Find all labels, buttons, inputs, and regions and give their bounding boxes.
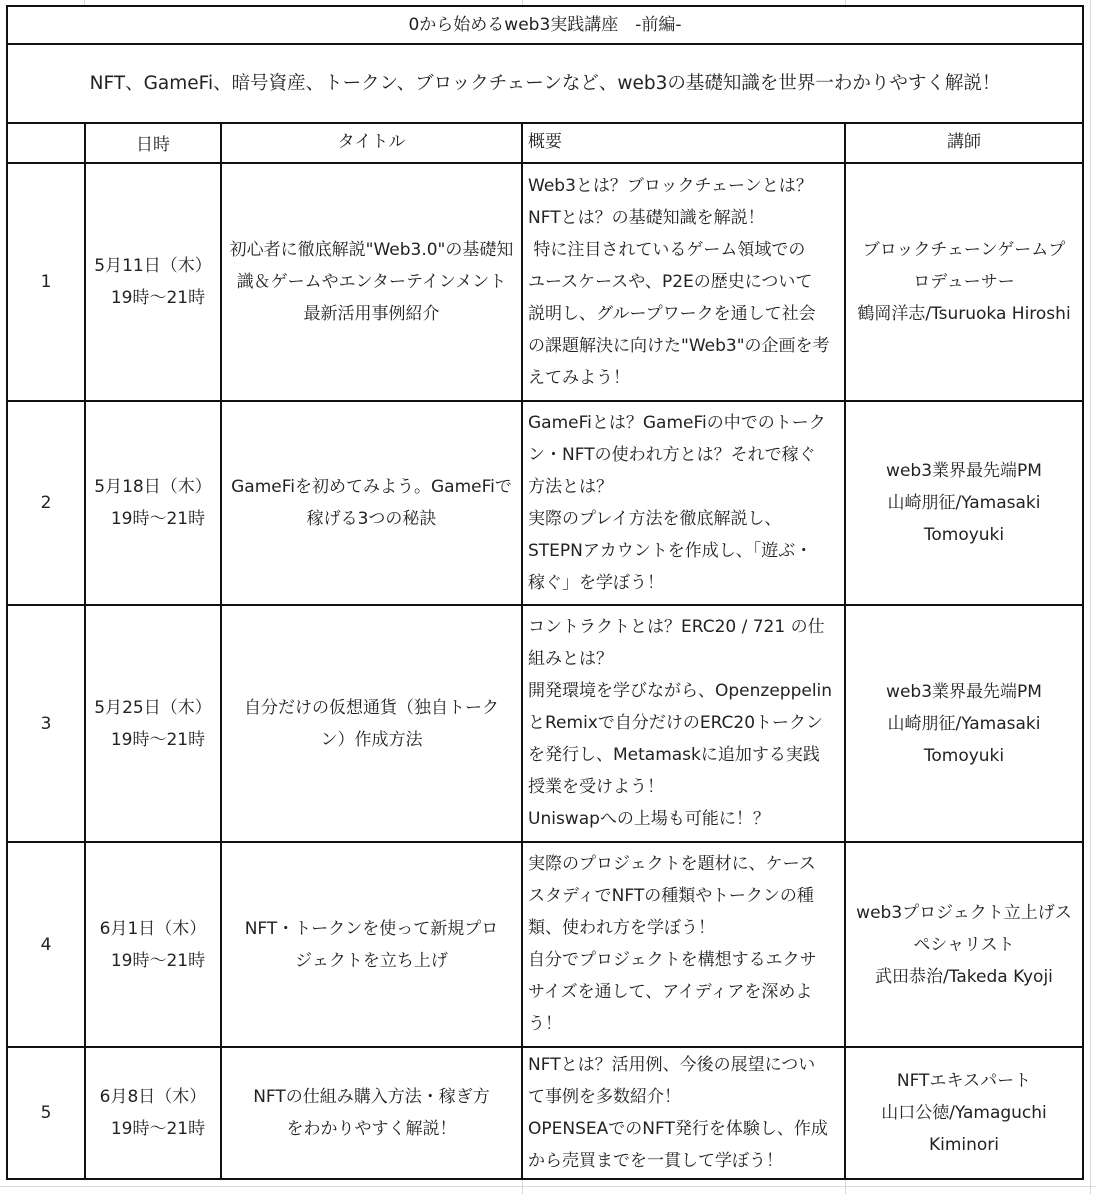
session-title: 自分だけの仮想通貨（独自トーク ン）作成方法 (244, 697, 499, 750)
session-title: NFTの仕組み購入方法・稼ぎ方 をわかりやすく解説！ (253, 1087, 490, 1139)
session-date: 6月8日（木） (99, 1087, 207, 1107)
session-title: GameFiを初めてみよう。GameFiで 稼げる3つの秘訣 (231, 477, 512, 529)
grid-line (0, 1186, 1096, 1187)
course-schedule-table (6, 5, 1084, 1180)
row-number: 1 (40, 272, 52, 292)
session-time: 19時〜21時 (110, 288, 206, 308)
column-header-datetime: 日時 (136, 135, 170, 155)
session-title: NFT・トークンを使って新規プロ ジェクトを立ち上げ (244, 918, 499, 971)
row-number: 5 (40, 1103, 52, 1123)
column-header-title: タイトル (337, 132, 406, 152)
session-summary: コントラクトとは？ERC20 / 721 の仕 組みとは？ 開発環境を学びながら、Openzeppelin とRemixで自分だけのERC20トークン を発行し、Metamaskに追加する実践 授業を受けよう！ Uniswapへの上場も可能に！？ (528, 617, 833, 829)
session-time: 19時〜21時 (110, 509, 206, 529)
session-date: 5月25日（木） (94, 697, 212, 718)
grid-line (1090, 0, 1091, 1194)
grid-line (845, 1180, 846, 1194)
session-lecturer: web3業界最先端PM 山崎朋征/Yamasaki Tomoyuki (886, 681, 1042, 766)
session-summary: Web3とは？ブロックチェーンとは？ NFTとは？の基礎知識を解説！ 特に注目されているゲーム領域での ユースケースや、P2Eの歴史について 説明し、グループワークを通して社会 の課題解決に向けた"Web3"の企画を考 えてみよう！ (528, 176, 830, 388)
session-summary: GameFiとは？GameFiの中でのトーク ン・NFTの使われ方とは？それで稼ぐ 方法とは？ 実際のプレイ方法を徹底解説し、 STEPNアカウントを作成し、「遊ぶ・ 稼ぐ」を学ぼう！ (528, 413, 826, 593)
page-title: 0から始めるweb3実践講座 -前編- (408, 15, 682, 35)
session-date: 6月1日（木） (99, 918, 207, 939)
session-datetime (86, 164, 220, 400)
session-lecturer: web3プロジェクト立上げス ペシャリスト 武田恭治/Takeda Kyoji (856, 902, 1072, 987)
session-time: 19時〜21時 (110, 1119, 206, 1139)
column-header-lecturer: 講師 (947, 132, 981, 152)
session-time: 19時〜21時 (110, 950, 206, 971)
session-datetime (86, 1048, 220, 1178)
session-summary: 実際のプロジェクトを題材に、ケース スタディでNFTの種類やトークンの種 類、使われ方を学ぼう！ 自分でプロジェクトを構想するエクサ サイズを通して、アイディアを深めよ う！ (528, 854, 817, 1034)
session-lecturer: web3業界最先端PM 山崎朋征/Yamasaki Tomoyuki (886, 461, 1042, 545)
row-number: 2 (40, 493, 52, 513)
session-lecturer: NFTエキスパート 山口公徳/Yamaguchi Kiminori (881, 1071, 1047, 1155)
grid-line (522, 1180, 523, 1194)
row-number: 3 (40, 713, 52, 734)
session-datetime (86, 402, 220, 604)
session-lecturer: ブロックチェーンゲームプ ロデューサー 鶴岡洋志/Tsuruoka Hiroshi (857, 240, 1071, 324)
session-datetime (86, 606, 220, 841)
session-title: 初心者に徹底解説"Web3.0"の基礎知 識＆ゲームやエンターテインメント 最新活用事例紹介 (229, 240, 514, 324)
session-date: 5月11日（木） (94, 256, 212, 276)
session-summary: NFTとは？活用例、今後の展望につい て事例を多数紹介！ OPENSEAでのNFT発行を体験し、作成 から売買までを一貫して学ぼう！ (528, 1055, 828, 1171)
column-header-summary: 概要 (528, 132, 562, 152)
row-number: 4 (40, 934, 52, 955)
session-datetime (86, 843, 220, 1046)
session-date: 5月18日（木） (94, 477, 212, 497)
page-subtitle: NFT、GameFi、暗号資産、トークン、ブロックチェーンなど、web3の基礎知識を世界一わかりやすく解説！ (89, 72, 1001, 94)
session-time: 19時〜21時 (110, 729, 206, 750)
